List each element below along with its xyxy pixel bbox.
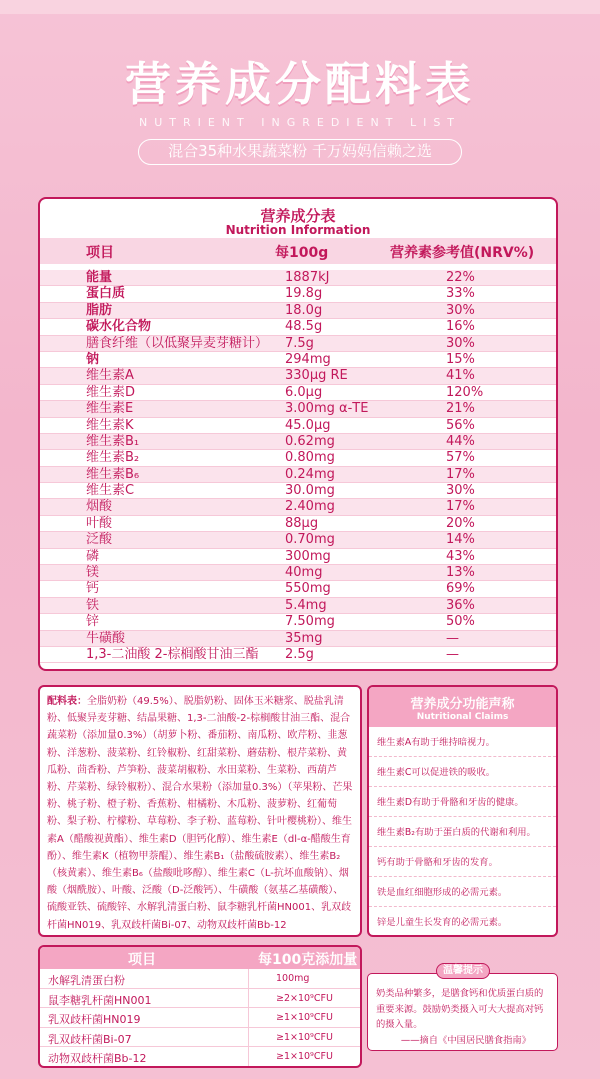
nutrient-name: 维生素A <box>86 368 134 384</box>
nutrient-name: 蛋白质 <box>86 286 126 302</box>
nutrient-nrv: 13% <box>446 565 475 581</box>
nutrient-value: 40mg <box>285 565 323 581</box>
additions-header-amount: 每100克添加量 <box>258 952 358 968</box>
nutrient-name: 维生素D <box>86 384 136 400</box>
nutrient-nrv: 15% <box>446 351 475 367</box>
nutrient-value: 0.70mg <box>285 532 335 548</box>
nutrition-row <box>40 499 556 515</box>
ingredients-text: 全脂奶粉（49.5%）、脱脂奶粉、固体玉米糖浆、脱盐乳清粉、低聚异麦芽糖、结晶果糖、1,3-二油酸-2-棕榈酸甘油三酯、混合蔬菜粉（添加量0.3%）（胡萝卜粉、番茄粉、南瓜粉、欧芹粉、韭葱粉、洋葱粉、菠菜粉、红铃椒粉、红甜菜粉、蘑菇粉、根芹菜粉、黄瓜粉、茴香粉、芦笋粉、菠菜胡椒粉、水田菜粉、生菜粉、西葫芦粉、芹菜粉、绿铃椒粉）、混合水果粉（添加量0.3%）（苹果粉、芒果粉、桃子粉、橙子粉、香蕉粉、柑橘粉、木瓜粉、菠萝粉、红葡萄粉、梨子粉、柠檬粉、草莓粉、李子粉、蓝莓粉、针叶樱桃粉）、维生素A（醋酸视黄酯）、维生素D（胆钙化醇）、维生素E（dl-α-醋酸生育酚）、维生素K（植物甲萘醌）、维生素B₁（盐酸硫胺素）、维生素B₂（核黄素）、维生素B₆（盐酸吡哆醇）、维生素C（L-抗坏血酸钠）、烟酸（烟酰胺）、叶酸、泛酸（D-泛酸钙）、牛磺酸（氨基乙基磺酸）、硫酸亚铁、硫酸锌、水解乳清蛋白粉、鼠李糖乳杆菌HN001、乳双歧杆菌HN019、乳双歧杆菌Bi-07、动物双歧杆菌Bb-12 <box>47 696 353 931</box>
nutrition-subtitle: Nutrition Information <box>225 223 371 237</box>
nutrition-row <box>40 368 556 384</box>
nutrient-name: 钠 <box>86 351 100 367</box>
addition-name: 鼠李糖乳杆菌HN001 <box>48 993 152 1007</box>
nutrient-value: 30.0mg <box>285 483 335 499</box>
nutrition-row <box>40 631 556 647</box>
nutrient-value: 0.62mg <box>285 433 335 449</box>
nutrient-value: 1887kJ <box>285 270 330 285</box>
claim-item: 维生素A有助于维持暗视力。 <box>369 727 556 757</box>
ingredients-card <box>38 685 362 937</box>
nutrient-name: 叶酸 <box>86 515 113 531</box>
nutrition-header-row <box>40 238 556 264</box>
nutrient-nrv: 33% <box>446 286 475 302</box>
additions-row <box>40 1008 360 1028</box>
addition-amount: 100mg <box>276 973 310 984</box>
nutrient-nrv: — <box>446 646 459 662</box>
nutrition-row <box>40 565 556 581</box>
nutrition-row <box>40 614 556 630</box>
additions-rows <box>40 969 360 1067</box>
nutrient-nrv: 17% <box>446 499 475 515</box>
addition-name: 动物双歧杆菌Bb-12 <box>48 1052 147 1066</box>
nutrition-row <box>40 483 556 499</box>
nutrient-value: 5.4mg <box>285 597 327 613</box>
nutrition-row <box>40 549 556 565</box>
tips-card <box>367 973 558 1051</box>
claims-header <box>369 687 556 727</box>
claim-item: 铁是血红细胞形成的必需元素。 <box>369 877 556 907</box>
nutrient-name: 维生素B₆ <box>86 466 140 482</box>
ingredients-label: 配料表： <box>47 696 87 707</box>
nutrient-name: 维生素E <box>86 401 134 417</box>
nutrient-value: 18.0g <box>285 302 323 318</box>
nutrition-row <box>40 450 556 466</box>
additions-row <box>40 1028 360 1048</box>
nutrient-name: 钙 <box>86 581 100 597</box>
nutrient-nrv: 30% <box>446 302 475 318</box>
additions-row <box>40 989 360 1009</box>
nutrient-value: 294mg <box>285 351 331 367</box>
claims-subtitle: Nutritional Claims <box>416 712 509 722</box>
nutrient-nrv: 120% <box>446 384 484 400</box>
claim-item: 维生素C可以促进铁的吸收。 <box>369 757 556 787</box>
additions-header-row <box>40 947 360 969</box>
nutrition-row <box>40 418 556 434</box>
nutrient-nrv: 50% <box>446 614 475 630</box>
nutrient-value: 2.40mg <box>285 499 335 515</box>
nutrition-row <box>40 270 556 286</box>
nutrition-table-card <box>38 197 558 671</box>
additions-row <box>40 969 360 989</box>
nutrition-row <box>40 352 556 368</box>
nutrient-value: 6.0μg <box>285 384 323 400</box>
header-item: 项目 <box>86 245 114 261</box>
nutrient-name: 能量 <box>86 270 113 285</box>
nutrient-value: 300mg <box>285 548 331 564</box>
nutrition-row <box>40 532 556 548</box>
nutrition-row <box>40 401 556 417</box>
nutrient-nrv: 20% <box>446 515 475 531</box>
nutrition-row <box>40 598 556 614</box>
addition-amount: ≥1×10⁹CFU <box>276 1051 333 1063</box>
nutrient-name: 镁 <box>86 565 100 581</box>
nutrient-nrv: — <box>446 630 459 646</box>
nutrient-name: 铁 <box>86 597 100 613</box>
claim-item: 锌是儿童生长发育的必需元素。 <box>369 907 556 937</box>
additions-table-card <box>38 945 362 1068</box>
claim-item: 维生素D有助于骨骼和牙齿的健康。 <box>369 787 556 817</box>
addition-amount: ≥1×10⁹CFU <box>276 1012 333 1024</box>
nutrient-name: 维生素B₂ <box>86 450 140 466</box>
addition-amount: ≥1×10⁹CFU <box>276 1031 333 1043</box>
claims-list <box>369 727 556 937</box>
nutrient-nrv: 16% <box>446 319 475 335</box>
claim-item: 维生素B₂有助于蛋白质的代谢和利用。 <box>369 817 556 847</box>
nutrition-title: 营养成分表 <box>260 207 336 225</box>
nutrient-nrv: 69% <box>446 581 475 597</box>
nutrient-value: 19.8g <box>285 286 323 302</box>
addition-name: 水解乳清蛋白粉 <box>48 974 125 987</box>
nutrient-value: 0.24mg <box>285 466 335 482</box>
nutrient-value: 0.80mg <box>285 450 335 466</box>
claims-title: 营养成分功能声称 <box>410 697 515 712</box>
nutrient-nrv: 14% <box>446 532 475 548</box>
nutrient-nrv: 56% <box>446 417 475 433</box>
addition-name: 乳双歧杆菌Bi-07 <box>48 1032 132 1046</box>
nutrient-value: 7.5g <box>285 335 314 351</box>
top-band <box>0 0 600 14</box>
nutrient-name: 泛酸 <box>86 532 113 548</box>
nutrition-row <box>40 319 556 335</box>
nutrient-name: 烟酸 <box>86 499 113 515</box>
nutrient-value: 88μg <box>285 515 319 531</box>
nutrient-name: 牛磺酸 <box>86 630 126 646</box>
nutrition-row <box>40 303 556 319</box>
nutrient-nrv: 43% <box>446 548 475 564</box>
header-per100: 每100g <box>275 245 329 261</box>
column-divider <box>248 969 249 1068</box>
nutrient-nrv: 22% <box>446 270 475 285</box>
tips-text: 奶类品种繁多，是膳食钙和优质蛋白质的重要来源。鼓励奶类摄入可大大提高对钙的摄入量。 <box>376 988 544 1030</box>
nutrient-name: 维生素K <box>86 417 134 433</box>
nutrition-row <box>40 286 556 302</box>
claim-item: 钙有助于骨骼和牙齿的发育。 <box>369 847 556 877</box>
nutrition-row <box>40 467 556 483</box>
nutrient-name: 维生素B₁ <box>86 433 140 449</box>
page-subtitle: NUTRIENT INGREDIENT LIST <box>138 116 462 129</box>
claims-card <box>367 685 558 937</box>
nutrient-name: 1,3-二油酸 2-棕榈酸甘油三酯 <box>86 646 259 662</box>
nutrition-row <box>40 385 556 401</box>
nutrition-row <box>40 581 556 597</box>
nutrient-value: 330μg RE <box>285 368 348 384</box>
tagline-pill: 混合35种水果蔬菜粉 千万妈妈信赖之选 <box>138 139 462 165</box>
nutrient-name: 磷 <box>86 548 100 564</box>
nutrition-rows <box>40 270 556 663</box>
nutrient-value: 35mg <box>285 630 323 646</box>
nutrient-nrv: 21% <box>446 401 475 417</box>
additions-header-item: 项目 <box>128 952 156 968</box>
nutrient-value: 7.50mg <box>285 614 335 630</box>
nutrient-nrv: 17% <box>446 466 475 482</box>
nutrient-value: 45.0μg <box>285 417 331 433</box>
nutrient-name: 碳水化合物 <box>86 319 152 335</box>
nutrient-nrv: 36% <box>446 597 475 613</box>
nutrient-name: 膳食纤维（以低聚异麦芽糖计） <box>86 335 269 351</box>
addition-amount: ≥2×10⁹CFU <box>276 992 333 1004</box>
nutrient-nrv: 44% <box>446 433 475 449</box>
nutrition-row <box>40 647 556 663</box>
page-title: 营养成分配料表 <box>125 57 475 111</box>
nutrient-value: 3.00mg α-TE <box>285 401 369 417</box>
nutrient-name: 维生素C <box>86 483 135 499</box>
addition-name: 乳双歧杆菌HN019 <box>48 1013 141 1027</box>
nutrient-name: 脂肪 <box>86 302 113 318</box>
nutrient-nrv: 30% <box>446 335 475 351</box>
nutrient-value: 48.5g <box>285 319 323 335</box>
nutrient-value: 2.5g <box>285 646 314 662</box>
nutrient-name: 锌 <box>86 614 100 630</box>
nutrition-row <box>40 434 556 450</box>
nutrient-nrv: 41% <box>446 368 475 384</box>
header-nrv: 营养素参考值(NRV%) <box>390 245 535 261</box>
nutrient-value: 550mg <box>285 581 331 597</box>
nutrition-row <box>40 336 556 352</box>
nutrient-nrv: 57% <box>446 450 475 466</box>
additions-row <box>40 1047 360 1067</box>
tips-badge: 温馨提示 <box>436 963 490 979</box>
nutrient-nrv: 30% <box>446 483 475 499</box>
tips-source: ——摘自《中国居民膳食指南》 <box>400 1034 531 1046</box>
nutrition-row <box>40 516 556 532</box>
